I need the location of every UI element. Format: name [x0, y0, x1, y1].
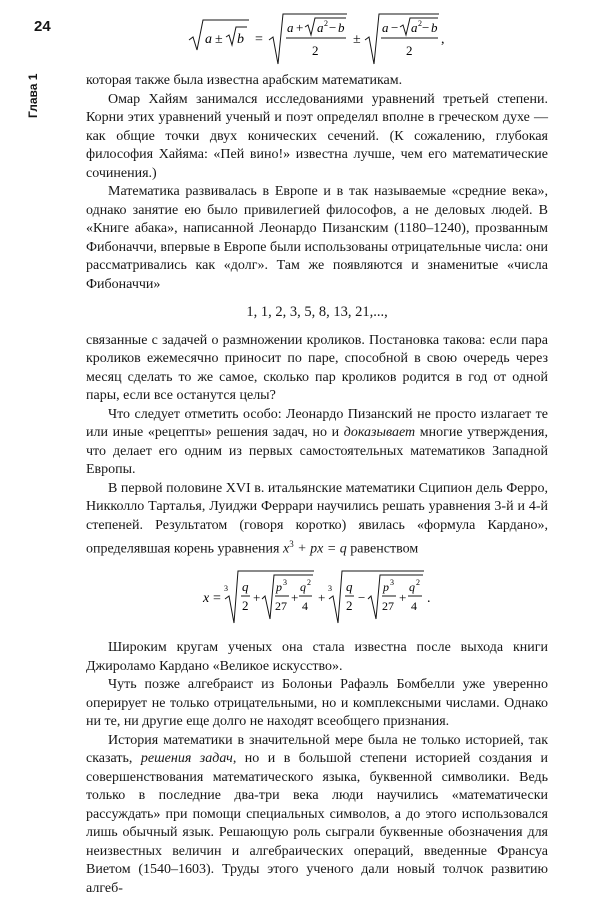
- svg-text:2: 2: [418, 19, 422, 28]
- svg-text:2: 2: [406, 43, 413, 58]
- paragraph-leonardo: [86, 406, 548, 480]
- page-body: [86, 10, 548, 898]
- paragraph-history-text-1: История математики в значительной мере была не только историей, так сказать,: [86, 732, 548, 767]
- paragraph-europe: Математика развивалась в Европе и в так называемые «средние века», однако занятие ею было привилегией философов, а не деловых людей. В «Книге абака», написанной Леонардо Пизанским (1180–1240), прозванным Фибоначчи, впервые в Европе были использованы отрицательные числа: они рассматривались как «долг». Там же появляются и знаменитые «числа Фибоначчи»: [86, 184, 548, 292]
- svg-text:+: +: [291, 590, 299, 606]
- svg-text:−: −: [422, 20, 430, 35]
- paragraph-bombelli: Чуть позже алгебраист из Болоньи Рафаэль Бомбелли уже уверенно оперирует не только отрицательными, но и комплексными числами. Однако ни те, ни другие еще долго не находят всеобщего признания.: [86, 677, 548, 730]
- svg-text:+: +: [253, 590, 261, 606]
- svg-text:±: ±: [215, 32, 223, 47]
- paragraph-khayyam: Омар Хайям занимался исследованиями уравнений третьей степени. Корни этих уравнений ученый и поэт определял вполне в греческом духе — как общие точки двух конических сечений. (К сожалению, глубокая философия Хайяма: «Пей вино!» известна лучше, чем его математические сочинения.): [86, 91, 548, 181]
- paragraph-leonardo-text-1: Что следует отметить особо: Леонардо Пизанский не просто излагает те или иные «рецепты» решения задач, но и: [86, 406, 548, 440]
- paragraph-cardano: [86, 480, 548, 560]
- svg-text:2: 2: [307, 578, 311, 588]
- paragraph-history-text-2: , но и в большой степени историей создания и совершенствования математического языка, буквенной символики. Ведь только в последние два-три века люди научились «математически рассуждать» при помощи специальных символов, а до этого использовался лишь обычный язык. Решающую роль сыграли буквенные обозначения для неизвестных величин и алгебраических операций, введенные Франсуа Виетом (1540–1603). Труды этого ученого дали новый толчок развитию алгеб-: [86, 751, 548, 896]
- svg-text:q: q: [300, 580, 306, 595]
- svg-text:a: a: [382, 20, 389, 35]
- svg-text:p: p: [276, 580, 282, 595]
- svg-text:x: x: [203, 591, 210, 607]
- chapter-label: Глава 1: [26, 73, 40, 118]
- emphasis-dokazyvaet: доказывает: [343, 425, 416, 440]
- paragraph-leonardo-text-2: многие утверждения, что делает его одним из первых самостоятельных математиков Западной Европы.: [86, 425, 549, 477]
- svg-text:=: =: [213, 591, 221, 607]
- svg-text:a: a: [205, 32, 212, 47]
- svg-text:a: a: [287, 20, 294, 35]
- svg-text:,: ,: [441, 32, 445, 47]
- paragraph-great-art: Широким кругам ученых она стала известна после выхода книги Джироламо Кардано «Великое искусство».: [86, 640, 548, 674]
- paragraph-cardano-text-2: равенством: [346, 541, 419, 557]
- svg-text:a: a: [317, 20, 324, 35]
- svg-text:+: +: [296, 20, 304, 35]
- paragraph-cardano-text-1: В первой половине XVI в. итальянские математики Сципион дель Ферро, Никколло Тарталья, Луиджи Феррари научились решать уравнения 3-й и 4-й степеней. Результатом (говоря коротко) явилась «формула Кардано», определявшая корень уравнения: [86, 480, 548, 557]
- svg-text:+: +: [399, 590, 407, 606]
- sqrt-identity-formula: [86, 10, 548, 68]
- inline-equation-exponent: 3: [289, 539, 294, 549]
- paragraph-arab: которая также была известна арабским математикам.: [86, 73, 403, 88]
- svg-text:27: 27: [382, 599, 394, 614]
- fibonacci-sequence: 1, 1, 2, 3, 5, 8, 13, 21,...,: [246, 304, 388, 320]
- svg-text:2: 2: [312, 43, 319, 58]
- paragraph-rabbits: связанные с задачей о размножении кроликов. Постановка такова: если пара кроликов ежемесячно приносит по паре, способной в свою очередь через месяц сделать то же самое, сколько пар кроликов родится в год от одной пары, если все останутся целы?: [86, 332, 548, 403]
- svg-text:p: p: [383, 580, 389, 595]
- svg-text:q: q: [346, 579, 353, 595]
- svg-text:3: 3: [390, 578, 394, 588]
- svg-text:2: 2: [416, 578, 420, 588]
- svg-text:27: 27: [275, 599, 287, 614]
- svg-text:2: 2: [346, 598, 353, 614]
- svg-text:3: 3: [224, 584, 228, 594]
- svg-text:4: 4: [411, 599, 417, 614]
- svg-text:b: b: [237, 32, 244, 47]
- cardano-formula: [86, 567, 548, 629]
- svg-text:2: 2: [324, 19, 328, 28]
- svg-text:a: a: [411, 20, 418, 35]
- page-number: 24: [34, 18, 51, 35]
- svg-text:q: q: [242, 579, 249, 595]
- svg-text:4: 4: [302, 599, 308, 614]
- emphasis-resheniya-zadach: решения задач: [140, 751, 233, 767]
- svg-text:q: q: [409, 580, 415, 595]
- paragraph-history: [86, 732, 548, 898]
- svg-text:−: −: [391, 20, 399, 35]
- svg-text:2: 2: [242, 598, 249, 614]
- svg-text:b: b: [431, 20, 438, 35]
- svg-text:b: b: [338, 20, 345, 35]
- svg-text:3: 3: [328, 584, 332, 594]
- inline-equation-x: x: [282, 541, 290, 557]
- svg-text:−: −: [358, 590, 366, 606]
- svg-text:±: ±: [353, 32, 361, 47]
- svg-text:+: +: [318, 590, 326, 606]
- inline-equation-rest: + px = q: [293, 541, 347, 557]
- svg-text:=: =: [255, 32, 263, 47]
- svg-text:.: .: [427, 591, 431, 607]
- svg-text:3: 3: [283, 578, 287, 588]
- svg-text:−: −: [329, 20, 337, 35]
